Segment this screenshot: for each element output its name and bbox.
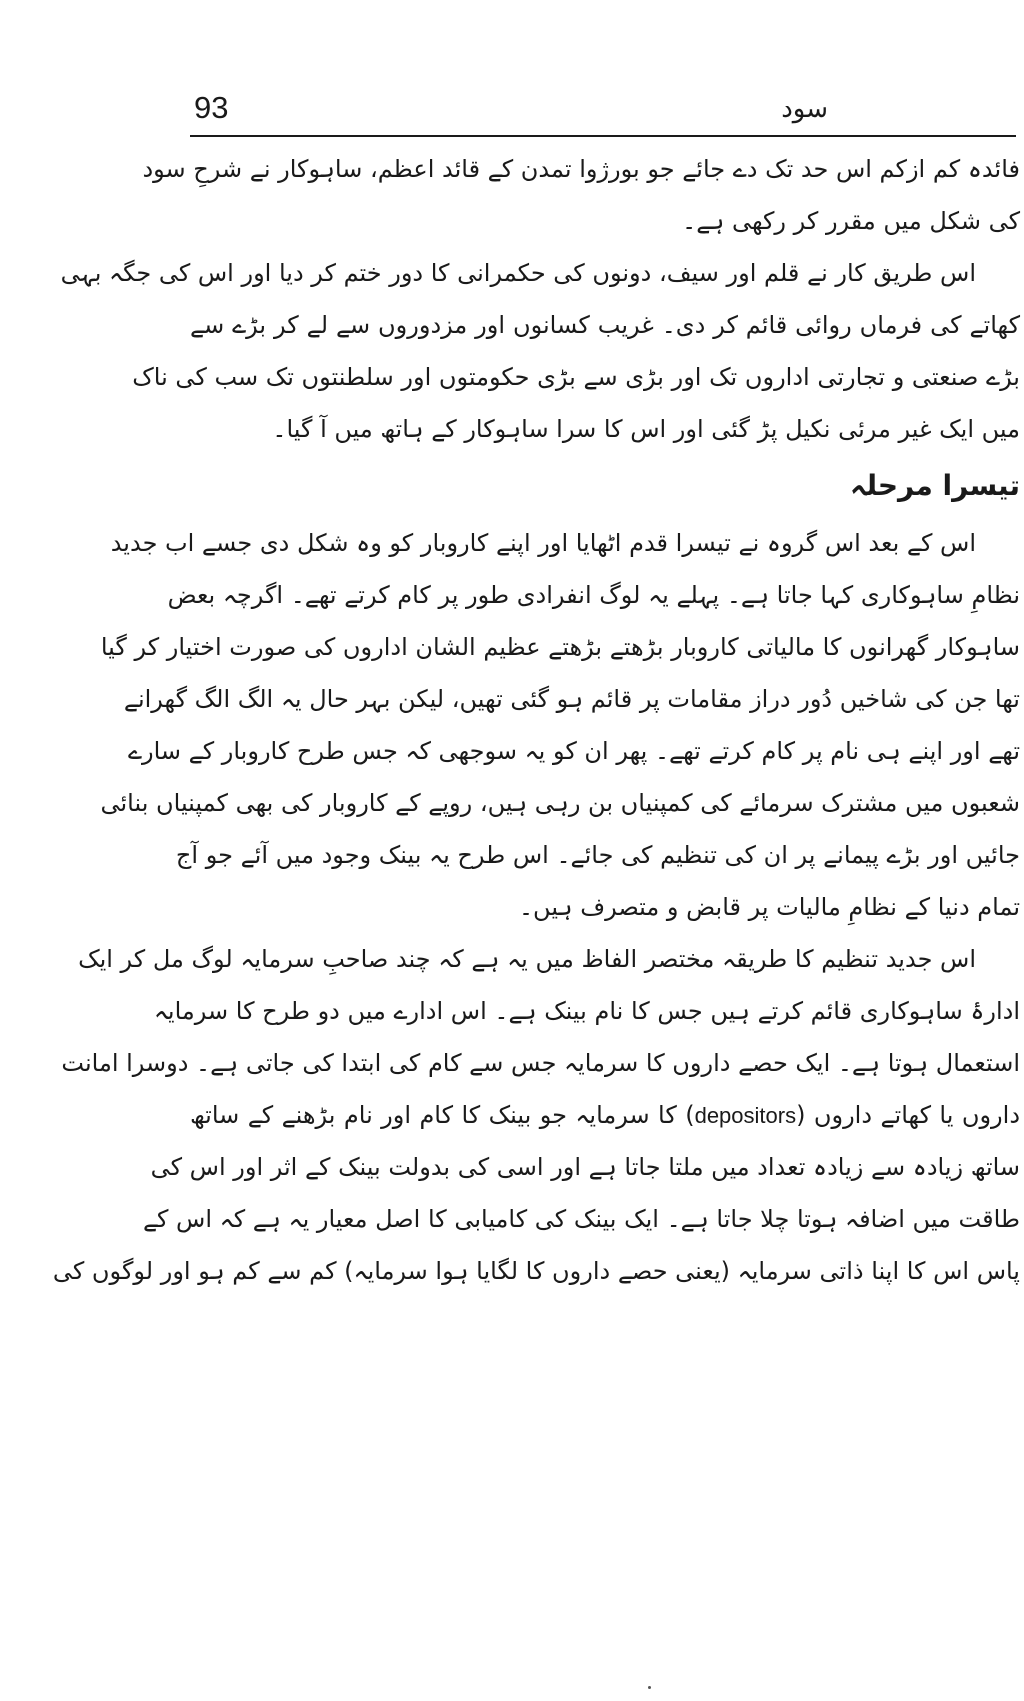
paragraph-3-line-7: جائیں اور بڑے پیمانے پر ان کی تنظیم کی جائے۔ اس طرح یہ بینک وجود میں آئے جو آج [175,841,1020,869]
paragraph-1-line-1: فائدہ کم ازکم اس حد تک دے جائے جو بورژوا تمدن کے قائد اعظم، ساہوکار نے شرحِ سود [142,155,1020,183]
body-text [52,143,1021,1297]
paragraph-4-line-5: ساتھ زیادہ سے زیادہ تعداد میں ملتا جاتا ہے اور اسی کی بدولت بینک کے اثر اور اس کی [150,1153,1020,1181]
paragraph-3-line-1: اس کے بعد اس گروہ نے تیسرا قدم اٹھایا اور اپنے کاروبار کو وہ شکل دی جسے اب جدید [110,529,976,557]
paragraph-2-line-4: میں ایک غیر مرئی نکیل پڑ گئی اور اس کا سرا ساہوکار کے ہاتھ میں آ گیا۔ [272,415,1020,443]
paragraph-2-line-3: بڑے صنعتی و تجارتی اداروں تک اور بڑی سے بڑی حکومتوں اور سلطنتوں تک سب کی ناک [132,363,1020,391]
section-heading: تیسرا مرحلہ [850,469,1020,502]
paragraph-1-line-2: کی شکل میں مقرر کر رکھی ہے۔ [682,207,1020,235]
paragraph-2-line-2: کھاتے کی فرماں روائی قائم کر دی۔ غریب کسانوں اور مزدوروں سے لے کر بڑے سے [190,311,1020,339]
paragraph-3-line-2: نظامِ ساہوکاری کہا جاتا ہے۔ پہلے یہ لوگ انفرادی طور پر کام کرتے تھے۔ اگرچہ بعض [167,581,1020,609]
page-number: 93 [194,90,229,125]
paragraph-2-line-1: اس طریق کار نے قلم اور سیف، دونوں کی حکمرانی کا دور ختم کر دیا اور اس کی جگہ بہی [60,259,976,287]
paragraph-4-line-1: اس جدید تنظیم کا طریقہ مختصر الفاظ میں یہ ہے کہ چند صاحبِ سرمایہ لوگ مل کر ایک [78,945,976,973]
paragraph-3-line-5: تھے اور اپنے ہی نام پر کام کرتے تھے۔ پھر ان کو یہ سوجھی کہ جس طرح کاروبار کے سارے [127,737,1020,765]
paragraph-4-line-4-after: ) کا سرمایہ جو بینک کا کام اور نام بڑھنے کے ساتھ [190,1101,695,1129]
scan-speck [648,1686,651,1689]
paragraph-4-line-3: استعمال ہوتا ہے۔ ایک حصے داروں کا سرمایہ جس سے کام کی ابتدا کی جاتی ہے۔ دوسرا امانت [61,1049,1020,1077]
header-rule [190,135,1016,137]
paragraph-3-line-4: تھا جن کی شاخیں دُور دراز مقامات پر قائم ہو گئی تھیں، لیکن بہر حال یہ الگ الگ گھرانے [123,685,1020,713]
term-depositors: depositors [694,1103,797,1128]
paragraph-4-line-2: ادارۂ ساہوکاری قائم کرتے ہیں جس کا نام بینک ہے۔ اس ادارے میں دو طرح کا سرمایہ [153,997,1020,1025]
paragraph-3-line-6: شعبوں میں مشترک سرمائے کی کمپنیاں بن رہی ہیں، روپے کے کاروبار کی بھی کمپنیاں بنائی [100,789,1020,817]
paragraph-3-line-8: تمام دنیا کے نظامِ مالیات پر قابض و متصرف ہیں۔ [518,893,1020,921]
page-header [190,88,830,134]
paragraph-4-line-6: طاقت میں اضافہ ہوتا چلا جاتا ہے۔ ایک بینک کی کامیابی کا اصل معیار یہ ہے کہ اس کے [142,1205,1020,1233]
paragraph-3-line-3: ساہوکار گھرانوں کا مالیاتی کاروبار بڑھتے بڑھتے عظیم الشان اداروں کی صورت اختیار کر گیا [100,633,1020,661]
paragraph-4-line-7: پاس اس کا اپنا ذاتی سرمایہ (یعنی حصے داروں کا لگایا ہوا سرمایہ) کم سے کم ہو اور لوگوں کی [52,1257,1020,1285]
running-title: سود [781,94,828,124]
paragraph-4-line-4 [190,1089,1020,1141]
paragraph-4-line-4-before: داروں یا کھاتے داروں ( [796,1101,1021,1129]
